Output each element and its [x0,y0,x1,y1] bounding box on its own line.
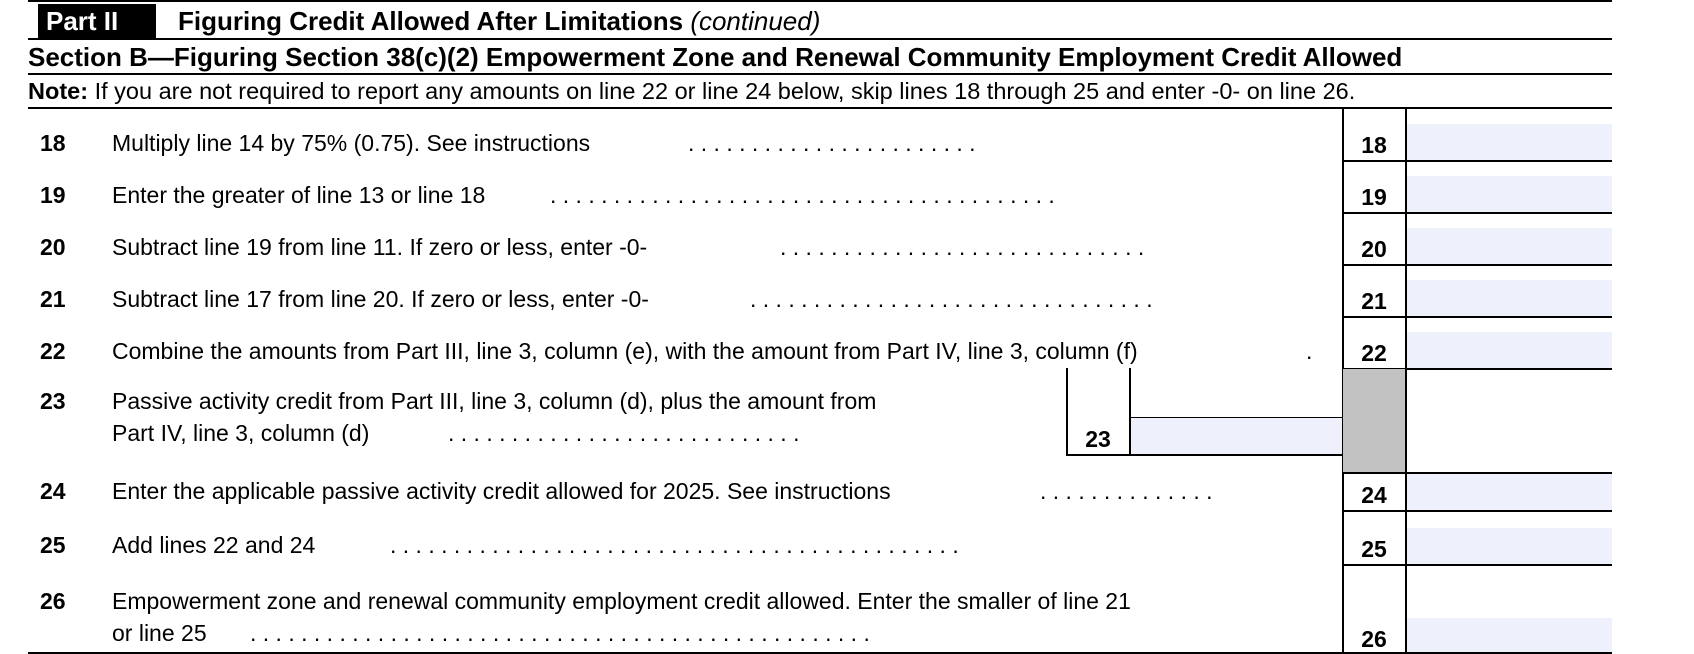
line-26-box-number: 26 [1361,626,1387,652]
line-24-leader: . . . . . . . . . . . . . . [1040,478,1213,504]
line-20-leader: . . . . . . . . . . . . . . . . . . . . . . . . . . . . . [780,234,1145,260]
line-22-box-number: 22 [1361,340,1387,366]
line-22-text: Combine the amounts from Part III, line 3, column (e), with the amount from Part IV, line 3, column (f) [112,338,1138,364]
line-18-leader: . . . . . . . . . . . . . . . . . . . . . . . [688,130,976,156]
line-25-rule [1342,564,1612,566]
line-26-text-line1: Empowerment zone and renewal community employment credit allowed. Enter the smaller of line 21 [112,588,1131,614]
line-19-leader: . . . . . . . . . . . . . . . . . . . . . . . . . . . . . . . . . . . . . . . . [550,182,1055,208]
line-23-shaded-area [1343,369,1405,472]
line-18-amount-field[interactable] [1407,124,1612,160]
section-title: Section B—Figuring Section 38(c)(2) Empowerment Zone and Renewal Community Employment Credit Allowed [28,42,1403,72]
top-rule [28,0,1612,2]
line-21-leader: . . . . . . . . . . . . . . . . . . . . . . . . . . . . . . . . [750,286,1153,312]
part-title-text: Figuring Credit Allowed After Limitations [178,6,684,36]
note-rule [28,107,1612,109]
part-title [178,4,820,38]
line-20-amount-field[interactable] [1407,228,1612,264]
line-25-amount-field[interactable] [1407,528,1612,564]
line-26-leader: . . . . . . . . . . . . . . . . . . . . . . . . . . . . . . . . . . . . . . . . . . . . . . . . . [250,620,870,646]
line-26-amount-field[interactable] [1407,618,1612,652]
line-23-field-top-rule [1129,417,1342,418]
line-23-text-line2: Part IV, line 3, column (d) [112,420,370,446]
line-25-box-number: 25 [1361,536,1387,562]
part-title-suffix: (continued) [690,6,821,36]
line-18-number: 18 [40,130,66,156]
line-18-text: Multiply line 14 by 75% (0.75). See instructions [112,130,591,156]
line-20-number: 20 [40,234,66,260]
line-21-text: Subtract line 17 from line 20. If zero or less, enter -0- [112,286,649,312]
note-text: If you are not required to report any amounts on line 22 or line 24 below, skip lines 18 through 25 and enter -0- on line 26. [88,78,1356,104]
line-23-rule [1066,454,1342,456]
line-24-rule [1342,510,1612,512]
line-19-text: Enter the greater of line 13 or line 18 [112,182,486,208]
line-20-rule [1342,264,1612,266]
line-23-number: 23 [40,388,66,414]
line-24-number: 24 [40,478,66,504]
line-19-amount-field[interactable] [1407,176,1612,212]
line-23-leader: . . . . . . . . . . . . . . . . . . . . . . . . . . . . [448,420,800,446]
line-19-rule [1342,212,1612,214]
note [28,75,1355,107]
line-25-number: 25 [40,532,66,558]
line-21-box-number: 21 [1361,288,1387,314]
line-24-amount-field[interactable] [1407,474,1612,510]
line-18-rule [1342,160,1612,162]
line-21-rule [1342,316,1612,318]
line-22-amount-field[interactable] [1407,332,1612,368]
line-20-text: Subtract line 19 from line 11. If zero or less, enter -0- [112,234,648,260]
line-18-box-number: 18 [1361,132,1387,158]
line-19-number: 19 [40,182,66,208]
line-23-amount-field[interactable] [1131,418,1342,454]
line-21-number: 21 [40,286,66,312]
note-label: Note: [28,78,89,104]
line-21-amount-field[interactable] [1407,280,1612,316]
line-23-box-number: 23 [1085,426,1111,452]
line-25-text: Add lines 22 and 24 [112,532,316,558]
line-22-number: 22 [40,338,66,364]
line-23-text-line1: Passive activity credit from Part III, line 3, column (d), plus the amount from [112,388,877,414]
line-22-leader: . [1306,338,1313,364]
line-19-box-number: 19 [1361,184,1387,210]
line-26-number: 26 [40,588,66,614]
part-label: Part II [38,4,156,38]
form-part-ii [28,0,1612,654]
line-24-text: Enter the applicable passive activity credit allowed for 2025. See instructions [112,478,891,504]
line-20-box-number: 20 [1361,236,1387,262]
line-24-box-number: 24 [1361,482,1387,508]
line-25-leader: . . . . . . . . . . . . . . . . . . . . . . . . . . . . . . . . . . . . . . . . . . . . . [390,532,959,558]
line-26-text-line2: or line 25 [112,620,207,646]
